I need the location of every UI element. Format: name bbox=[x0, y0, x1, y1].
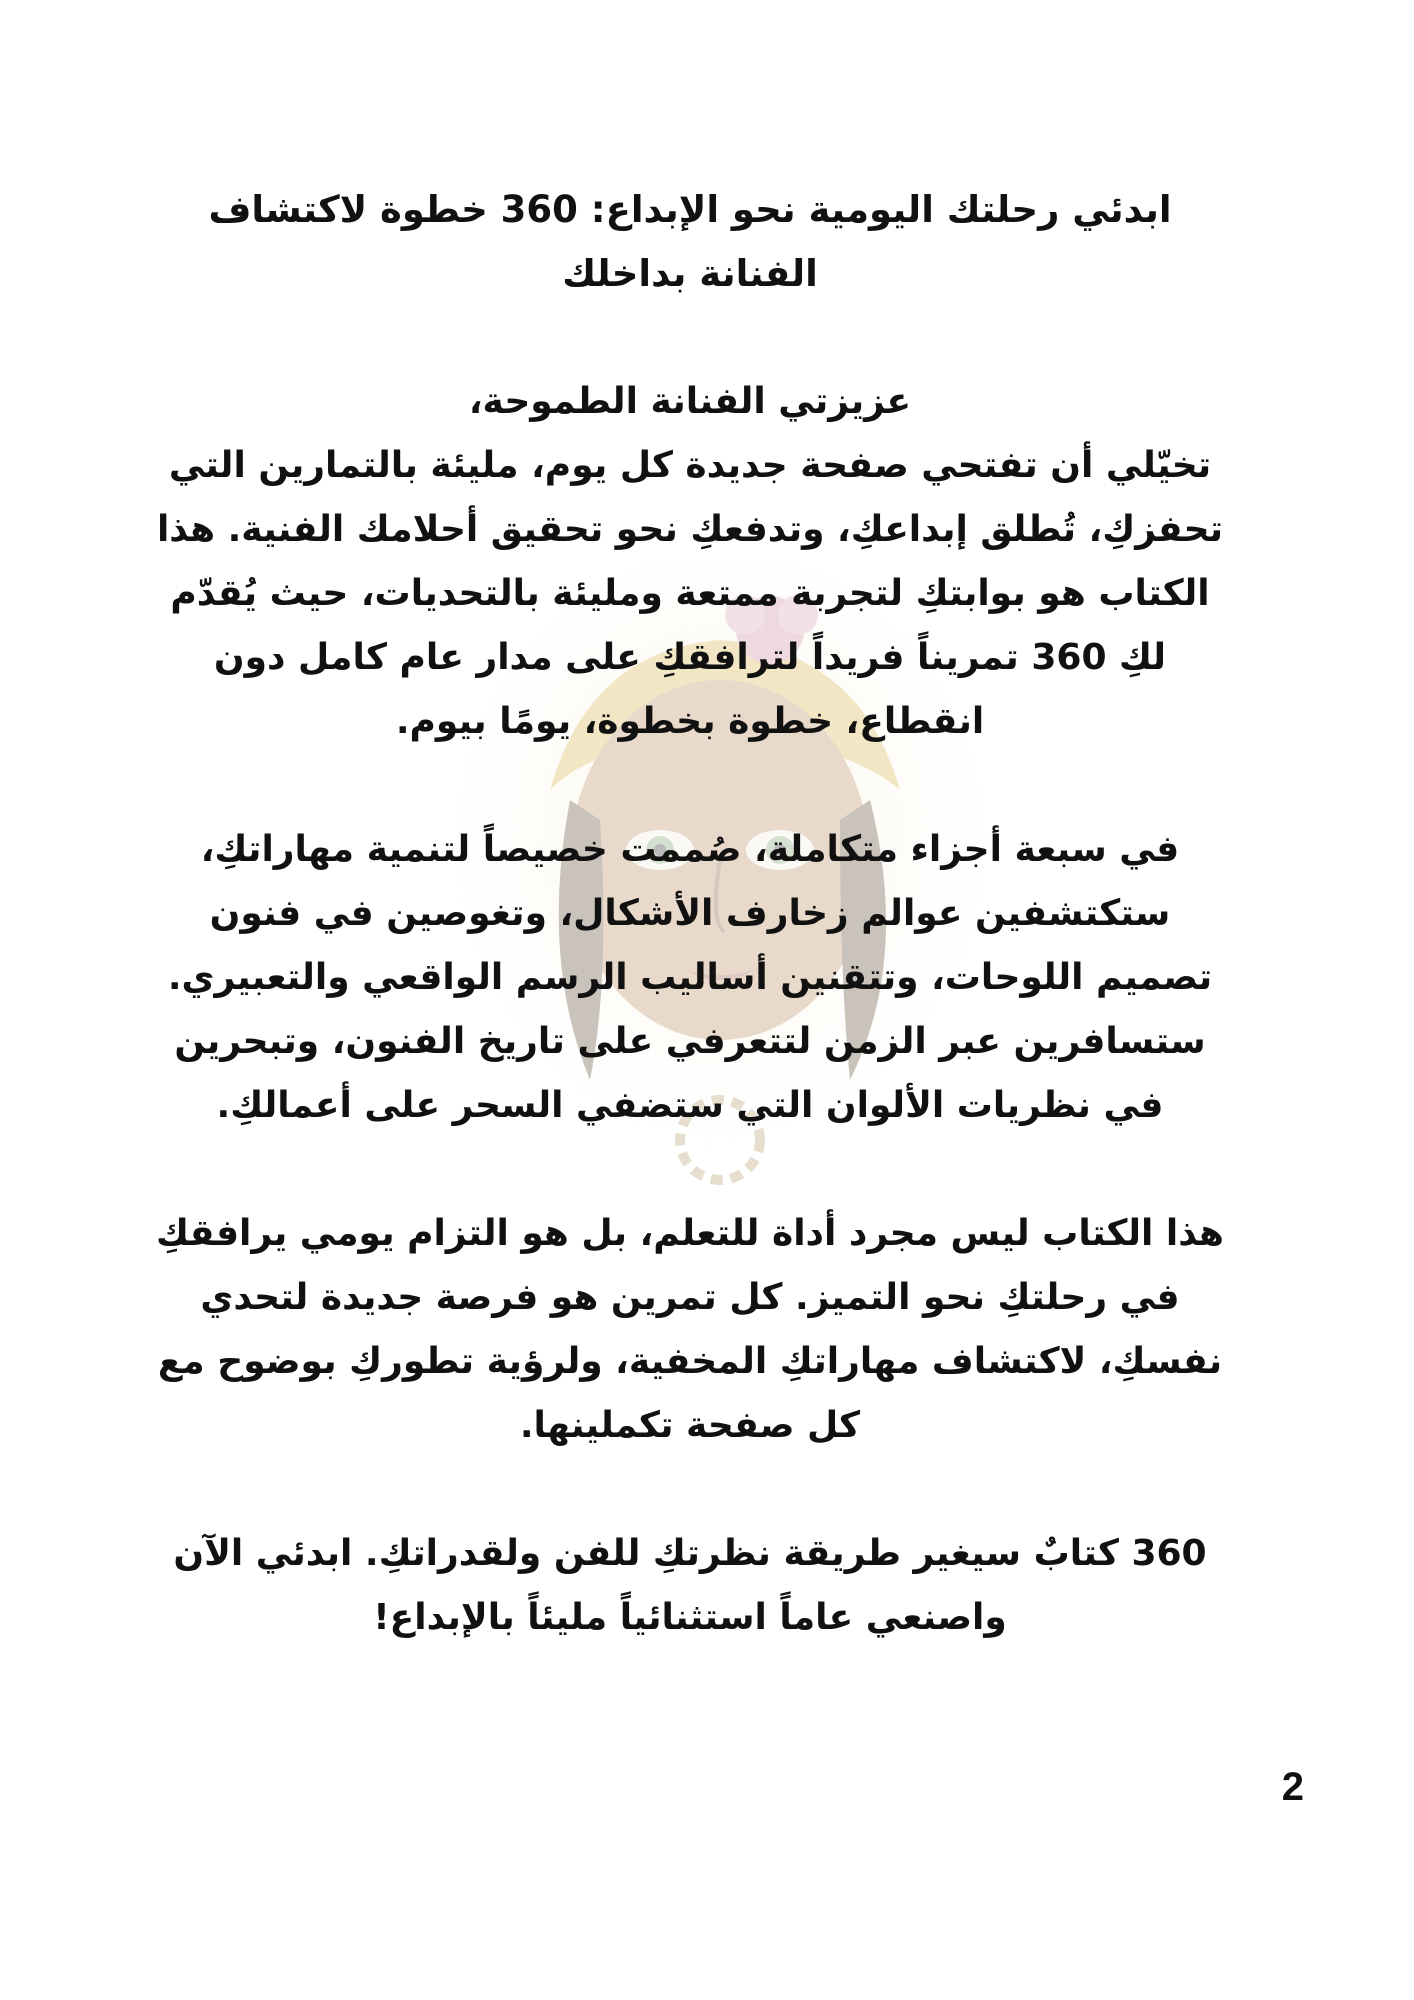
spacer bbox=[150, 754, 1230, 818]
paragraph-commitment: هذا الكتاب ليس مجرد أداة للتعلم، بل هو التزام يومي يرافقكِ في رحلتكِ نحو التميز. كل تمرين هو فرصة جديدة لتحدي نفسكِ، لاكتشاف مهاراتكِ المخفية، ولرؤية تطوركِ بوضوح مع كل صفحة تكملينها. bbox=[156, 1213, 1224, 1446]
paragraph-intro: تخيّلي أن تفتحي صفحة جديدة كل يوم، مليئة بالتمارين التي تحفزكِ، تُطلق إبداعكِ، وتدفعكِ نحو تحقيق أحلامك الفنية. هذا الكتاب هو بوابتكِ لتجربة ممتعة ومليئة بالتحديات، حيث يُقدّم لكِ 360 تمريناً فريداً لترافقكِ على مدار عام كامل دون انقطاع، خطوة بخطوة، يومًا بيوم. bbox=[156, 445, 1224, 742]
main-content bbox=[150, 178, 1230, 1650]
spacer bbox=[150, 306, 1230, 370]
spacer bbox=[150, 1138, 1230, 1202]
paragraph-parts: في سبعة أجزاء متكاملة، صُممت خصيصاً لتنمية مهاراتكِ، ستكتشفين عوالم زخارف الأشكال، وتغوصين في فنون تصميم اللوحات، وتتقنين أساليب الرسم الواقعي والتعبيري. ستسافرين عبر الزمن لتتعرفي على تاريخ الفنون، وتبحرين في نظريات الألوان التي ستضفي السحر على أعمالكِ. bbox=[167, 829, 1213, 1126]
paragraph-closing: 360 كتابٌ سيغير طريقة نظرتكِ للفن ولقدراتكِ. ابدئي الآن واصنعي عاماً استثنائياً مليئاً بالإبداع! bbox=[173, 1533, 1207, 1638]
greeting: عزيزتي الفنانة الطموحة، bbox=[468, 381, 912, 422]
page-number: 2 bbox=[1281, 1765, 1304, 1809]
spacer bbox=[150, 1458, 1230, 1522]
page-title: ابدئي رحلتك اليومية نحو الإبداع: 360 خطوة لاكتشاف الفنانة بداخلك bbox=[208, 188, 1172, 295]
